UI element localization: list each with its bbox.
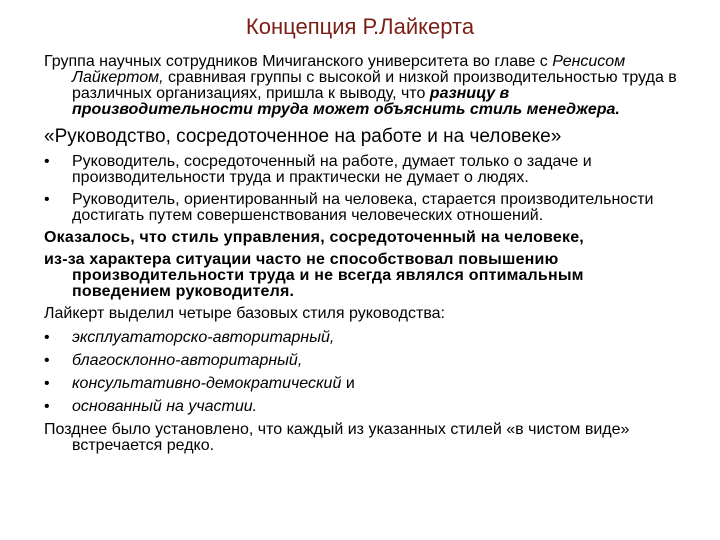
bullet-icon: • (44, 153, 50, 170)
bullet-icon: • (44, 375, 50, 392)
style-text: благосклонно-авторитарный, (72, 352, 303, 369)
style-item (44, 376, 684, 392)
bullet-item (44, 192, 684, 224)
style-item (44, 353, 684, 369)
findings-line-2: из-за характера ситуации часто не способствовал повышению производительности труда и не всегда являлся оптимальным поведением руководителя. (44, 251, 584, 300)
styles-intro: Лайкерт выделил четыре базовых стиля руководства: (44, 305, 445, 322)
bullet-icon: • (44, 352, 50, 369)
bullet-text: Руководитель, сосредоточенный на работе, думает только о задаче и производительности труда и практически не думает о людях. (72, 153, 592, 186)
slide-title: Концепция Р.Лайкерта (245, 14, 475, 39)
styles-joiner: и (345, 375, 355, 392)
bullet-text: Руководитель, ориентированный на человека, старается производительности достигать путем совершенствования человеческих отношений. (72, 191, 654, 224)
intro-name: Ренсисом Лайкертом, (72, 53, 626, 86)
later-paragraph: Позднее было установлено, что каждый из указанных стилей «в чистом виде» встречается редко. (44, 421, 630, 454)
style-text: основанный на участии. (72, 398, 258, 415)
bullet-icon: • (44, 191, 50, 208)
intro-text-1: Группа научных сотрудников Мичиганского университета во главе с (44, 53, 553, 70)
section-heading: «Руководство, сосредоточенное на работе и на человеке» (44, 126, 562, 147)
intro-paragraph (44, 54, 684, 118)
bullet-icon: • (44, 398, 50, 415)
bullet-item (44, 154, 684, 186)
style-item (44, 399, 684, 415)
findings-line-1: Оказалось, что стиль управления, сосредоточенный на человеке, (44, 229, 584, 246)
style-text: эксплуататорско-авторитарный, (72, 329, 335, 346)
bullet-icon: • (44, 329, 50, 346)
slide-content (44, 54, 684, 454)
style-text: консультативно-демократический (72, 375, 342, 392)
intro-conclusion: разницу в производительности труда может объяснить стиль менеджера. (72, 85, 620, 118)
intro-text-2: сравнивая группы с высокой и низкой производительностью труда в различных организациях, пришла к выводу, что (72, 69, 677, 102)
style-item (44, 330, 684, 346)
